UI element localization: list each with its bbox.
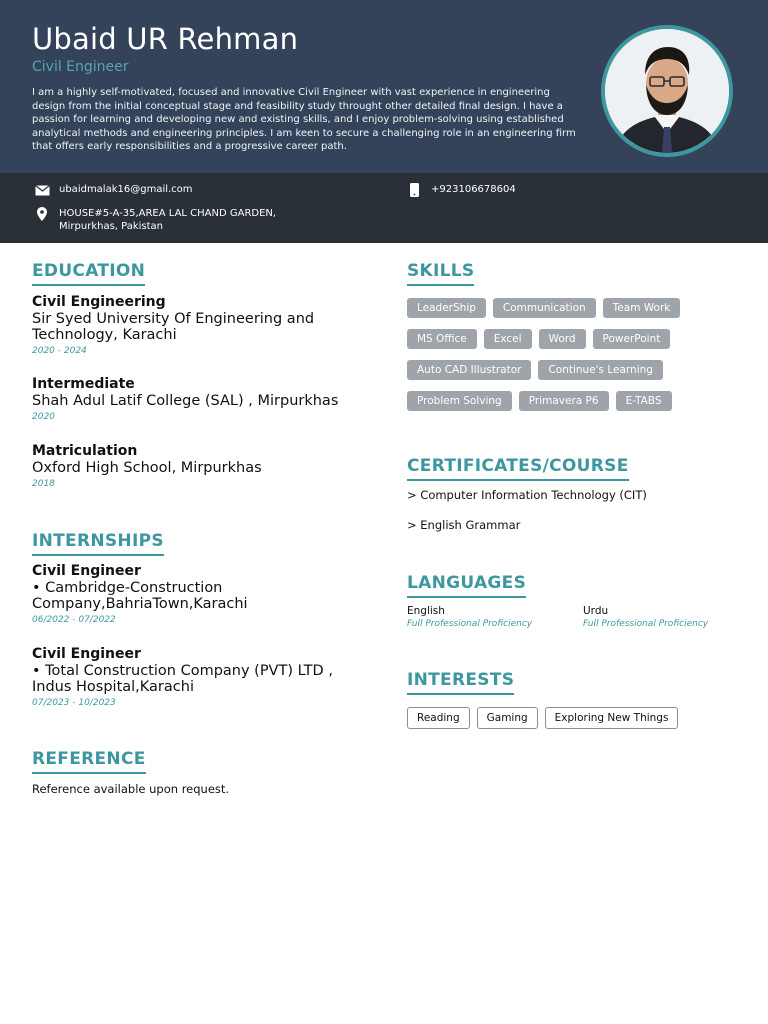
internships-heading: INTERNSHIPS	[32, 531, 164, 556]
contact-address	[34, 207, 276, 233]
education-degree: Intermediate	[32, 376, 135, 392]
education-school: Sir Syed University Of Engineering and Technology, Karachi	[32, 311, 315, 343]
candidate-name: Ubaid UR Rehman	[32, 22, 299, 56]
language-item	[583, 605, 708, 629]
candidate-role: Civil Engineer	[32, 59, 129, 75]
skill-chip: E-TABS	[616, 391, 672, 411]
reference-heading: REFERENCE	[32, 749, 146, 774]
internship-item	[32, 646, 352, 708]
skill-chip: MS Office	[407, 329, 477, 349]
internship-role: Civil Engineer	[32, 563, 141, 579]
skill-chip: Excel	[484, 329, 532, 349]
certificates-heading: CERTIFICATES/COURSE	[407, 456, 629, 481]
education-school: Oxford High School, Mirpurkhas	[32, 460, 262, 476]
address-line-2: Mirpurkhas, Pakistan	[59, 221, 164, 232]
contact-phone[interactable]	[406, 183, 516, 197]
education-dates: 2020 - 2024	[32, 346, 87, 356]
profile-summary: I am a highly self-motivated, focused and innovative Civil Engineer with vast experience in engineering design from the initial conceptual stage and feasibility study throught other detailed final design. I have a passion for learning and developing new and existing skills, and I enjoy problem-solving using established analytical methods and engineering principles. I am keen to secure a challenging role in an engineering firm that offers early responsibilities and a progressive career path.	[32, 87, 576, 152]
certificate-item: > English Grammar	[407, 518, 521, 532]
education-school: Shah Adul Latif College (SAL) , Mirpurkhas	[32, 393, 339, 409]
skill-chip: Communication	[493, 298, 596, 318]
languages-heading: LANGUAGES	[407, 573, 526, 598]
education-degree: Civil Engineering	[32, 294, 166, 310]
email-text[interactable]: ubaidmalak16@gmail.com	[59, 184, 193, 195]
internship-role: Civil Engineer	[32, 646, 141, 662]
interest-chip: Exploring New Things	[545, 707, 679, 729]
language-item	[407, 605, 532, 629]
internship-dates: 07/2023 - 10/2023	[32, 698, 116, 708]
internship-company: • Total Construction Company (PVT) LTD , Indus Hospital,Karachi	[32, 663, 333, 695]
skills-list	[407, 298, 707, 411]
location-pin-icon	[34, 207, 50, 221]
language-name: English	[407, 605, 445, 617]
education-item	[32, 294, 352, 356]
internship-company: • Cambridge-Construction Company,BahriaTown,Karachi	[32, 580, 248, 612]
language-level: Full Professional Proficiency	[407, 619, 533, 629]
interest-chip: Gaming	[477, 707, 538, 729]
education-item	[32, 443, 352, 489]
contact-email[interactable]	[34, 183, 193, 197]
skill-chip: Word	[539, 329, 586, 349]
interest-chip: Reading	[407, 707, 470, 729]
language-level: Full Professional Proficiency	[583, 619, 709, 629]
internship-item	[32, 563, 352, 625]
skills-heading: SKILLS	[407, 261, 474, 286]
education-heading: EDUCATION	[32, 261, 145, 286]
education-item	[32, 376, 352, 422]
internship-dates: 06/2022 - 07/2022	[32, 615, 116, 625]
certificate-item: > Computer Information Technology (CIT)	[407, 488, 647, 502]
education-degree: Matriculation	[32, 443, 138, 459]
interests-heading: INTERESTS	[407, 670, 514, 695]
profile-photo	[601, 25, 733, 157]
skill-chip: Continue's Learning	[538, 360, 663, 380]
skill-chip: Auto CAD Illustrator	[407, 360, 531, 380]
portrait-image	[605, 29, 729, 153]
language-name: Urdu	[583, 605, 609, 617]
reference-text: Reference available upon request.	[32, 782, 230, 796]
phone-icon	[406, 183, 422, 197]
skill-chip: LeaderShip	[407, 298, 486, 318]
education-dates: 2018	[32, 479, 55, 489]
interests-list	[407, 707, 678, 729]
skill-chip: Primavera P6	[519, 391, 609, 411]
address-text	[59, 207, 276, 233]
phone-text[interactable]: +923106678604	[431, 184, 516, 195]
skill-chip: Problem Solving	[407, 391, 512, 411]
skill-chip: PowerPoint	[593, 329, 671, 349]
address-line-1: HOUSE#5-A-35,AREA LAL CHAND GARDEN,	[59, 208, 277, 219]
envelope-icon	[34, 183, 50, 197]
contact-bar	[0, 173, 768, 243]
skill-chip: Team Work	[603, 298, 681, 318]
education-dates: 2020	[32, 412, 55, 422]
resume-header	[0, 0, 768, 173]
